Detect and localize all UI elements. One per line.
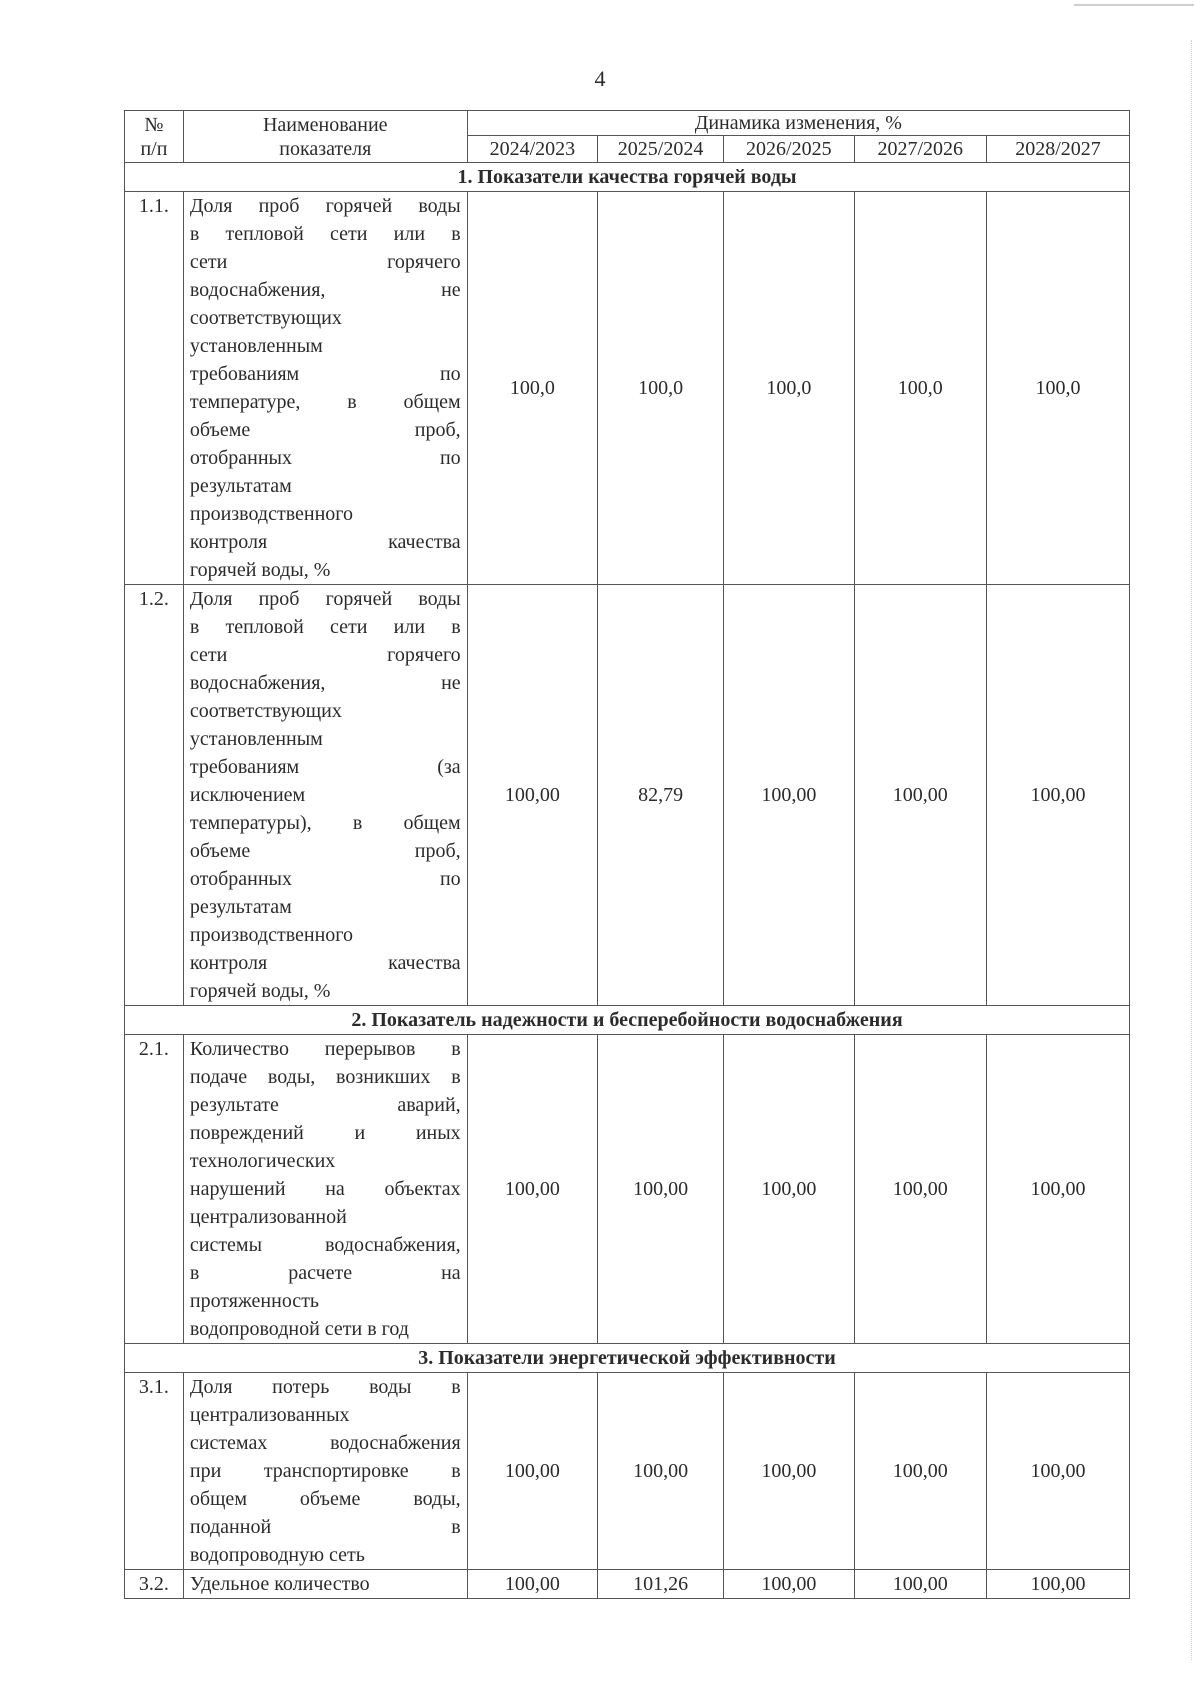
indicator-name-line: объеме проб, <box>189 419 461 441</box>
indicator-name-line: Доля проб горячей воды <box>189 195 461 217</box>
indicator-name-line: температуры), в общем <box>189 812 461 834</box>
indicator-name-line: водоснабжения, не <box>189 672 461 694</box>
indicator-name-line: Доля потерь воды в <box>189 1376 461 1398</box>
indicator-name-line: централизованной <box>189 1206 347 1228</box>
header-year-1: 2024/2023 <box>467 136 597 163</box>
indicator-name-line: температуре, в общем <box>189 391 461 413</box>
indicator-name-line: общем объеме воды, <box>189 1488 461 1510</box>
section-row <box>125 1344 1130 1373</box>
indicator-name-line: нарушений на объектах <box>189 1178 461 1200</box>
indicator-name-line: контроля качества <box>189 531 461 553</box>
header-num-label-1: № <box>144 113 164 136</box>
indicator-name <box>183 1373 467 1570</box>
value-cell: 101,26 <box>598 1570 724 1599</box>
indicator-name-line: объеме проб, <box>189 840 461 862</box>
indicator-name-line: в тепловой сети или в <box>189 616 461 638</box>
value-cell: 100,0 <box>467 192 597 585</box>
indicator-name-line: производственного <box>189 924 354 946</box>
indicator-name-line: водоснабжения, не <box>189 279 461 301</box>
indicator-name-line: при транспортировке в <box>189 1460 461 1482</box>
indicator-name-line: подаче воды, возникших в <box>189 1066 461 1088</box>
indicator-name-line: установленным <box>189 335 323 357</box>
indicator-name <box>183 1570 467 1599</box>
value-cell: 100,00 <box>467 585 597 1006</box>
indicator-name-line: результате аварий, <box>189 1094 461 1116</box>
indicator-name-line: сети горячего <box>189 644 461 666</box>
value-cell: 100,00 <box>598 1373 724 1570</box>
value-cell: 82,79 <box>598 585 724 1006</box>
indicator-name-line: требованиям по <box>189 363 461 385</box>
header-year-4: 2027/2026 <box>854 136 986 163</box>
header-name-label-2: показателя <box>279 137 372 160</box>
indicator-name-line: повреждений и иных <box>189 1122 461 1144</box>
value-cell: 100,00 <box>467 1373 597 1570</box>
section-title: 1. Показатели качества горячей воды <box>125 163 1130 192</box>
indicator-name-line: результатам <box>189 896 292 918</box>
header-row-1 <box>125 111 1130 136</box>
indicator-name-line: системах водоснабжения <box>189 1432 461 1454</box>
value-cell: 100,00 <box>986 1035 1129 1344</box>
row-number: 3.1. <box>125 1373 184 1570</box>
indicator-name-line: контроля качества <box>189 952 461 974</box>
value-cell: 100,00 <box>854 585 986 1006</box>
value-cell: 100,00 <box>854 1570 986 1599</box>
table-body <box>125 163 1130 1599</box>
section-title: 3. Показатели энергетической эффективности <box>125 1344 1130 1373</box>
indicator-name-line: исключением <box>189 784 306 806</box>
header-name-label-1: Наименование <box>262 113 388 136</box>
row-number: 3.2. <box>125 1570 184 1599</box>
indicator-name <box>183 585 467 1006</box>
table-row <box>125 1570 1130 1599</box>
indicator-name-line: соответствующих <box>189 307 342 329</box>
indicator-name-line: горячей воды, % <box>189 980 331 1002</box>
table-row <box>125 1035 1130 1344</box>
indicator-name-line: установленным <box>189 728 323 750</box>
section-row <box>125 163 1130 192</box>
row-number: 1.2. <box>125 585 184 1006</box>
indicator-name-line: системы водоснабжения, <box>189 1234 461 1256</box>
value-cell: 100,00 <box>854 1373 986 1570</box>
indicator-name-line: Количество перерывов в <box>189 1038 461 1060</box>
value-cell: 100,00 <box>986 585 1129 1006</box>
value-cell: 100,00 <box>854 1035 986 1344</box>
scan-right-edge <box>1190 40 1192 1660</box>
value-cell: 100,00 <box>467 1035 597 1344</box>
indicator-name <box>183 192 467 585</box>
value-cell: 100,0 <box>854 192 986 585</box>
section-title: 2. Показатель надежности и бесперебойности водоснабжения <box>125 1006 1130 1035</box>
indicators-table <box>124 110 1130 1599</box>
indicator-name-line: в тепловой сети или в <box>189 223 461 245</box>
indicator-name-line: результатам <box>189 475 292 497</box>
value-cell: 100,00 <box>467 1570 597 1599</box>
indicator-name-line: поданной в <box>189 1516 461 1538</box>
value-cell: 100,00 <box>986 1373 1129 1570</box>
table-row <box>125 1373 1130 1570</box>
header-num-label-2: п/п <box>140 137 168 160</box>
indicator-name-line: соответствующих <box>189 700 342 722</box>
value-cell: 100,0 <box>986 192 1129 585</box>
value-cell: 100,00 <box>986 1570 1129 1599</box>
indicator-name-line: водопроводную сеть <box>189 1544 365 1566</box>
header-year-5: 2028/2027 <box>986 136 1129 163</box>
indicator-name-line: Удельное количество <box>189 1573 370 1595</box>
indicator-name-line: сети горячего <box>189 251 461 273</box>
table-row <box>125 192 1130 585</box>
header-dynamics: Динамика изменения, % <box>467 111 1129 136</box>
header-year-2: 2025/2024 <box>598 136 724 163</box>
indicator-name-line: требованиям (за <box>189 756 461 778</box>
indicator-name-line: отобранных по <box>189 868 461 890</box>
indicator-name-line: протяженность <box>189 1290 320 1312</box>
value-cell: 100,0 <box>598 192 724 585</box>
value-cell: 100,00 <box>724 1035 854 1344</box>
header-num-cell <box>125 111 184 163</box>
scan-edge-mark <box>1074 4 1194 6</box>
indicator-name-line: производственного <box>189 503 354 525</box>
row-number: 1.1. <box>125 192 184 585</box>
header-name-cell <box>183 111 467 163</box>
table-row <box>125 585 1130 1006</box>
page-number: 4 <box>594 66 606 91</box>
indicator-name-line: отобранных по <box>189 447 461 469</box>
header-year-3: 2026/2025 <box>724 136 854 163</box>
row-number: 2.1. <box>125 1035 184 1344</box>
value-cell: 100,0 <box>724 192 854 585</box>
value-cell: 100,00 <box>598 1035 724 1344</box>
value-cell: 100,00 <box>724 1570 854 1599</box>
indicator-name-line: горячей воды, % <box>189 559 331 581</box>
value-cell: 100,00 <box>724 1373 854 1570</box>
indicator-name <box>183 1035 467 1344</box>
indicator-name-line: в расчете на <box>189 1262 461 1284</box>
section-row <box>125 1006 1130 1035</box>
value-cell: 100,00 <box>724 585 854 1006</box>
indicator-name-line: Доля проб горячей воды <box>189 588 461 610</box>
indicator-name-line: технологических <box>189 1150 336 1172</box>
indicator-name-line: централизованных <box>189 1404 350 1426</box>
indicator-name-line: водопроводной сети в год <box>189 1318 409 1340</box>
